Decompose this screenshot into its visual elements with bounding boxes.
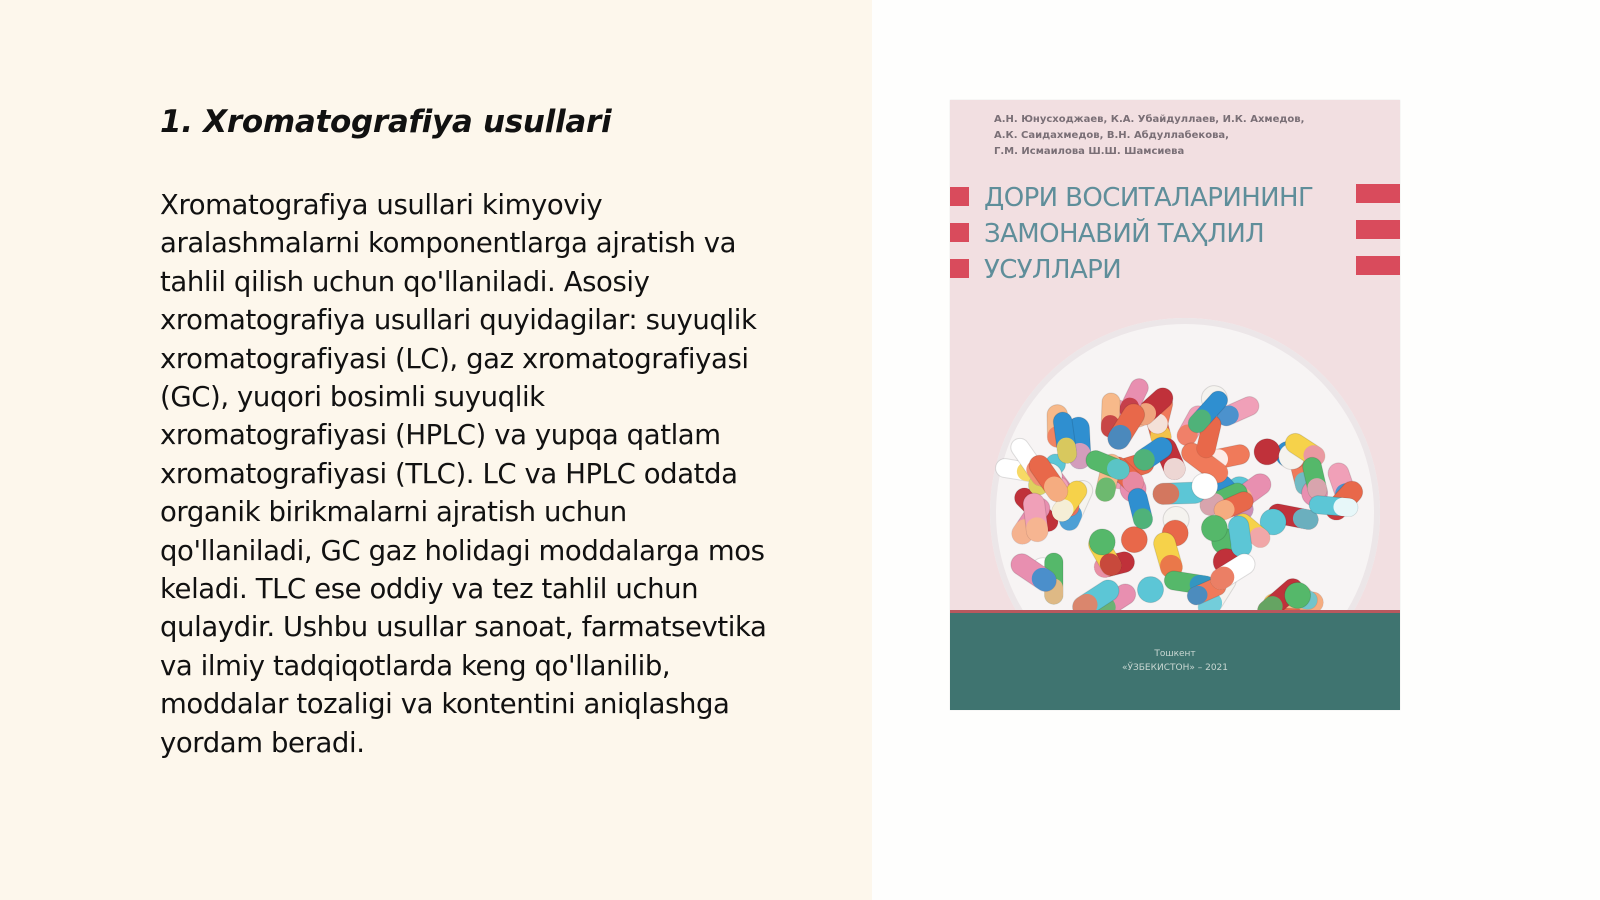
body-line: aralashmalarni komponentlarga ajratish va bbox=[160, 227, 737, 260]
book-cover-image bbox=[950, 100, 1400, 710]
slide-body-text bbox=[160, 186, 850, 762]
pill bbox=[1308, 495, 1358, 517]
book-publisher: Тошкент «ЎЗБЕКИСТОН» – 2021 bbox=[1121, 649, 1228, 673]
body-line: qulaydir. Ushbu usullar sanoat, farmatsevtika bbox=[160, 611, 767, 644]
body-line: xromatografiyasi (HPLC) va yupqa qatlam bbox=[160, 419, 721, 452]
pill bbox=[1135, 574, 1166, 605]
body-line: tahlil qilish uchun qo'llaniladi. Asosiy bbox=[160, 265, 650, 298]
slide-title: 1. Xromatografiya usullari bbox=[160, 104, 612, 140]
body-line: organik birikmalarni ajratish uchun bbox=[160, 496, 627, 529]
body-line: keladi. TLC ese oddiy va tez tahlil uchun bbox=[160, 573, 699, 606]
body-line: xromatografiyasi (LC), gaz xromatografiyasi bbox=[160, 342, 749, 375]
pill bbox=[1126, 486, 1155, 531]
body-line: moddalar tozaligi va kontentini aniqlashga bbox=[160, 688, 730, 721]
body-line: xromatografiyasi (TLC). LC va HPLC odatda bbox=[160, 457, 738, 490]
pill bbox=[1252, 436, 1283, 467]
book-title: ДОРИ ВОСИТАЛАРИНИНГ ЗАМОНАВИЙ ТАҲЛИЛ УСУЛЛАРИ bbox=[984, 183, 1314, 285]
body-line: Xromatografiya usullari kimyoviy bbox=[160, 189, 603, 221]
body-line: xromatografiya usullari quyidagilar: suyuqlik bbox=[160, 304, 757, 337]
book-authors: А.Н. Юнусходжаев, К.А. Убайдуллаев, И.К. Ахмедов, А.К. Саидахмедов, В.Н. Абдуллабекова, Г.М. Исмаилова Ш.Ш. Шамсиева bbox=[994, 114, 1305, 157]
cover-bottom-band bbox=[950, 610, 1400, 710]
body-line: qo'llaniladi, GC gaz holidagi moddalarga mos bbox=[160, 534, 765, 567]
body-line: va ilmiy tadqiqotlarda keng qo'llanilib, bbox=[160, 649, 671, 682]
body-line: yordam beradi. bbox=[160, 726, 365, 759]
body-line: (GC), yuqori bosimli suyuqlik bbox=[160, 381, 545, 414]
pill bbox=[1121, 526, 1147, 552]
